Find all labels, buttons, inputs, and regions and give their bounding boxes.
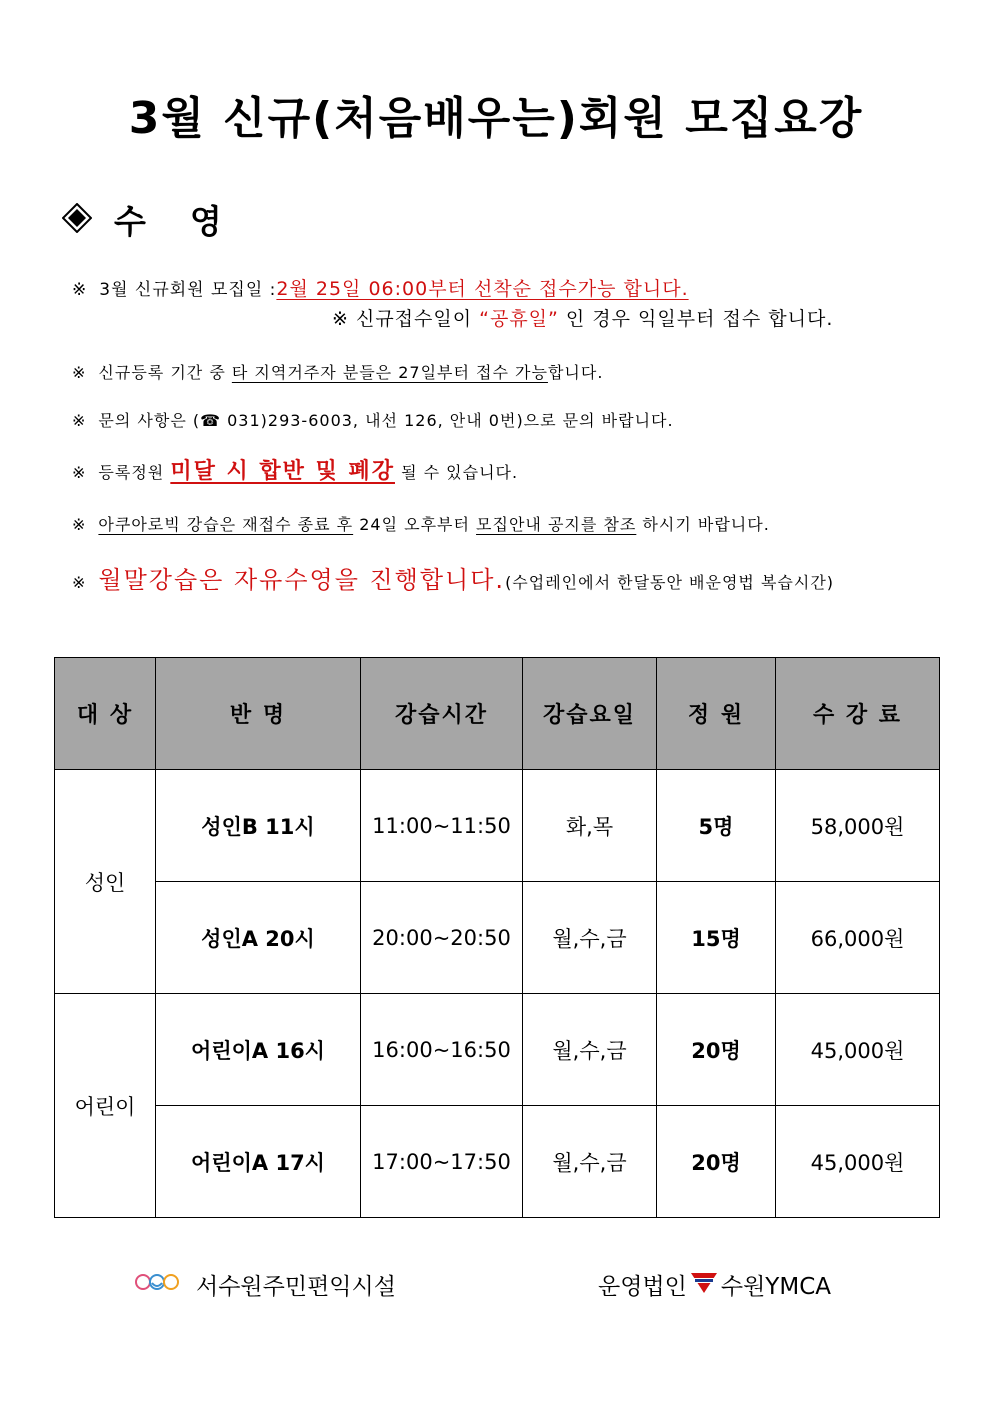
class-name: 성인B 11시 [156, 770, 361, 882]
class-name: 어린이A 17시 [156, 1106, 361, 1218]
class-capacity: 5명 [657, 770, 776, 882]
footer-facility [134, 1268, 396, 1301]
group-label: 어린이 [55, 994, 156, 1218]
class-time: 17:00~17:50 [361, 1106, 523, 1218]
note-minimum-enrollment: ※ 등록정원 미달 시 합반 및 폐강 될 수 있습니다. [72, 459, 519, 484]
section-heading [62, 196, 266, 243]
note-month-end: ※ 월말강습은 자유수영을 진행합니다.(수업레인에서 한달동안 배운영법 복습시간) [72, 566, 835, 594]
header-class-name: 반 명 [156, 658, 361, 770]
table-header-row [55, 658, 940, 770]
class-time: 20:00~20:50 [361, 882, 523, 994]
class-name: 어린이A 16시 [156, 994, 361, 1106]
class-name: 성인A 20시 [156, 882, 361, 994]
class-days: 화,목 [523, 770, 657, 882]
table-row [55, 1106, 940, 1218]
table-row [55, 994, 940, 1106]
class-days: 월,수,금 [523, 994, 657, 1106]
class-time: 11:00~11:50 [361, 770, 523, 882]
registration-date-highlight: 2월 25일 06:00부터 선착순 접수가능 합니다. [276, 278, 689, 300]
header-days: 강습요일 [523, 658, 657, 770]
class-fee: 66,000원 [776, 882, 940, 994]
table-row [55, 770, 940, 882]
header-fee: 수 강 료 [776, 658, 940, 770]
header-time: 강습시간 [361, 658, 523, 770]
holiday-highlight: “공휴일” [479, 308, 559, 330]
section-label: 수영 [114, 202, 266, 241]
footer-facility-name: 서수원주민편익시설 [196, 1274, 396, 1300]
table-row [55, 882, 940, 994]
header-target: 대 상 [55, 658, 156, 770]
header-capacity: 정 원 [657, 658, 776, 770]
ymca-logo-icon [689, 1269, 719, 1301]
class-days: 월,수,금 [523, 1106, 657, 1218]
month-end-highlight: 월말강습은 자유수영을 진행합니다. [98, 566, 506, 594]
class-capacity: 20명 [657, 1106, 776, 1218]
note-other-region: ※ 신규등록 기간 중 타 지역거주자 분들은 27일부터 접수 가능합니다. [72, 363, 604, 382]
class-fee: 58,000원 [776, 770, 940, 882]
class-capacity: 15명 [657, 882, 776, 994]
class-capacity: 20명 [657, 994, 776, 1106]
schedule-table [54, 657, 940, 1218]
page-title: 3월 신규(처음배우는)회원 모집요강 [128, 93, 864, 144]
class-fee: 45,000원 [776, 1106, 940, 1218]
reference-mark: ※ [72, 280, 88, 300]
note-registration-date: ※ 3월 신규회원 모집일 :2월 25일 06:00부터 선착순 접수가능 합니다. [72, 278, 689, 300]
note-inquiry: ※ 문의 사항은 (☎ 031)293-6003, 내선 126, 안내 0번)으로 문의 바랍니다. [72, 411, 674, 430]
cancel-warning-highlight: 미달 시 합반 및 폐강 [170, 459, 395, 484]
footer-operator-name: 수원YMCA [720, 1274, 831, 1300]
smile-logo-icon [134, 1269, 180, 1301]
note-holiday: ※ 신규접수일이 “공휴일” 인 경우 익일부터 접수 합니다. [332, 308, 834, 330]
class-fee: 45,000원 [776, 994, 940, 1106]
class-days: 월,수,금 [523, 882, 657, 994]
footer-operator-prefix: 운영법인 [598, 1274, 687, 1300]
group-label: 성인 [55, 770, 156, 994]
class-time: 16:00~16:50 [361, 994, 523, 1106]
diamond-icon [62, 202, 92, 241]
note-aquarobic: ※ 아쿠아로빅 강습은 재접수 종료 후 24일 오후부터 모집안내 공지를 참조 하시기 바랍니다. [72, 515, 770, 534]
footer-operator [598, 1268, 831, 1301]
